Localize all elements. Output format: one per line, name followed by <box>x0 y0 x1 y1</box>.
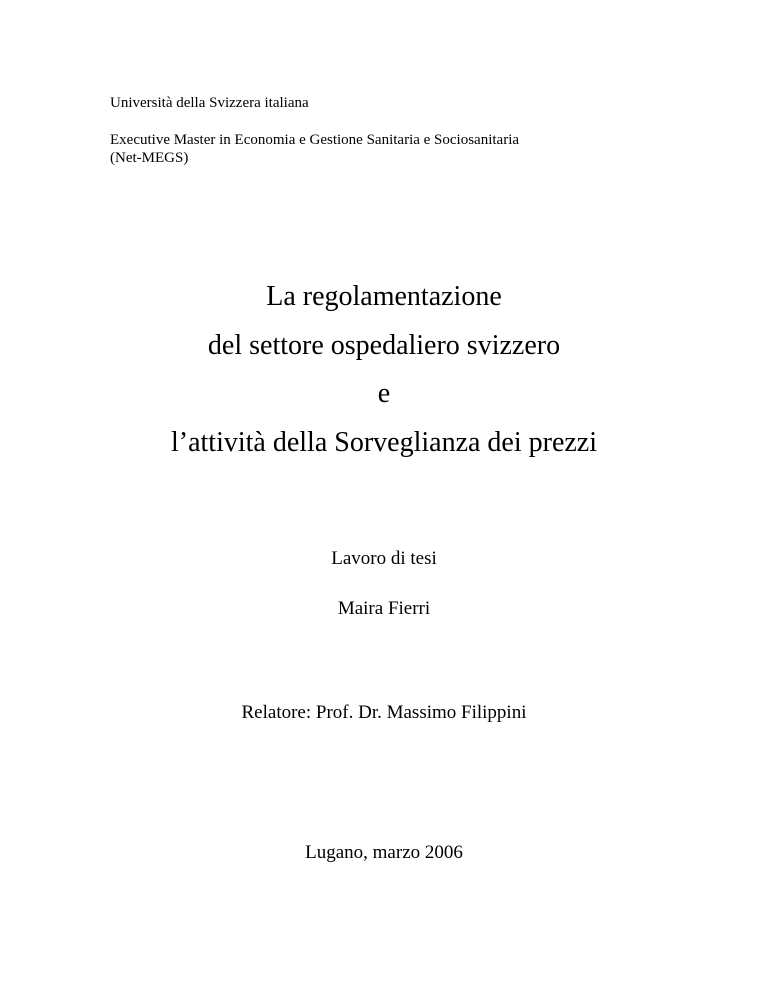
thesis-title-line-4: l’attività della Sorveglianza dei prezzi <box>170 427 598 458</box>
document-type: Lavoro di tesi <box>331 548 437 569</box>
thesis-title-line-1: La regolamentazione <box>266 281 502 312</box>
thesis-title-line-2: del settore ospedaliero svizzero <box>207 330 561 361</box>
program-name: Executive Master in Economia e Gestione Sanitaria e Sociosanitaria <box>110 132 520 148</box>
thesis-title-line-3: e <box>377 378 391 409</box>
place-and-date: Lugano, marzo 2006 <box>305 842 463 863</box>
university-name: Università della Svizzera italiana <box>110 95 309 111</box>
author-name: Maira Fierri <box>337 598 431 619</box>
advisor: Relatore: Prof. Dr. Massimo Filippini <box>241 702 527 723</box>
program-abbreviation: (Net-MEGS) <box>110 150 189 166</box>
